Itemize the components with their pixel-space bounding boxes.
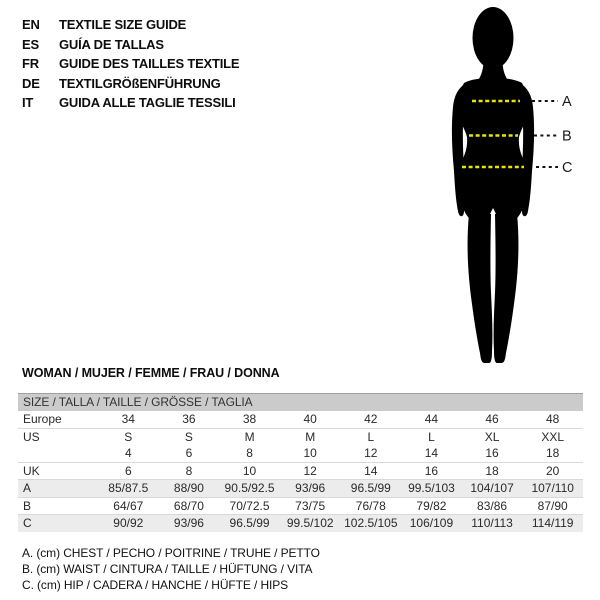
cell: 20 xyxy=(546,463,560,478)
language-title-block xyxy=(22,15,239,113)
table-row-uk xyxy=(18,462,583,480)
cell: 16 xyxy=(485,446,499,460)
cell: 85/87.5 xyxy=(108,481,149,495)
title-text-it: GUIDA ALLE TAGLIE TESSILI xyxy=(59,95,236,110)
woman-silhouette-svg xyxy=(420,0,590,375)
cell: 64/67 xyxy=(113,498,144,513)
table-row-waist-b xyxy=(18,497,583,515)
section-title-woman: WOMAN / MUJER / FEMME / FRAU / DONNA xyxy=(22,366,280,380)
cell: L xyxy=(367,429,375,444)
title-row-fr xyxy=(22,54,239,74)
cell: L xyxy=(428,429,435,444)
cell: 79/82 xyxy=(416,498,447,513)
lang-code-fr: FR xyxy=(22,56,39,71)
cell: 114/119 xyxy=(531,516,574,530)
cell: 110/113 xyxy=(471,516,513,530)
measurement-legend xyxy=(22,546,320,593)
size-table xyxy=(18,393,583,532)
cell: 34 xyxy=(121,412,135,426)
cell: 83/86 xyxy=(477,498,508,513)
row-label: B xyxy=(23,498,32,513)
cell: 99.5/102 xyxy=(286,516,334,530)
cell: S xyxy=(184,429,193,444)
lang-code-it: IT xyxy=(22,95,34,110)
row-label: A xyxy=(23,481,32,495)
cell: 102.5/105 xyxy=(344,516,398,530)
legend-waist: B. (cm) WAIST / CINTURA / TAILLE / HÜFTUNG / VITA xyxy=(22,561,313,576)
cell: 76/78 xyxy=(355,498,386,513)
cell: 6 xyxy=(185,446,193,460)
legend-hip: C. (cm) HIP / CADERA / HANCHE / HÜFTE / HIPS xyxy=(22,577,289,592)
cell: 46 xyxy=(485,412,499,426)
table-row-europe xyxy=(18,411,583,428)
cell: 40 xyxy=(303,412,317,426)
cell: 93/96 xyxy=(295,481,326,495)
title-row-es xyxy=(22,35,239,55)
cell: 106/109 xyxy=(409,516,454,530)
cell: 12 xyxy=(303,463,317,478)
cell: 8 xyxy=(246,446,253,460)
cell: 4 xyxy=(124,446,132,460)
cell: 14 xyxy=(364,463,378,478)
label-a: A xyxy=(562,94,572,110)
cell: 93/96 xyxy=(173,516,204,530)
cell: 73/75 xyxy=(295,498,326,513)
cell: 12 xyxy=(364,446,378,460)
woman-silhouette xyxy=(452,7,534,363)
cell: 38 xyxy=(242,412,257,426)
cell: 88/90 xyxy=(173,481,204,495)
cell: 70/72.5 xyxy=(229,498,270,513)
size-table-header: SIZE / TALLA / TAILLE / GRÖSSE / TAGLIA xyxy=(18,393,583,411)
row-label: UK xyxy=(23,463,40,478)
title-row-en xyxy=(22,15,239,35)
label-b: B xyxy=(562,128,572,145)
lang-code-en: EN xyxy=(22,17,40,32)
cell: 68/70 xyxy=(173,498,204,513)
cell: 18 xyxy=(546,446,560,460)
cell: 48 xyxy=(546,412,560,426)
row-label: US xyxy=(23,429,40,444)
cell: M xyxy=(244,429,255,444)
cell: M xyxy=(305,429,316,444)
cell: 44 xyxy=(424,412,439,426)
cell: XL xyxy=(484,429,500,444)
cell: 36 xyxy=(182,412,196,426)
lang-code-de: DE xyxy=(22,75,40,91)
title-text-fr: GUIDE DES TAILLES TEXTILE xyxy=(59,56,240,71)
row-label: C xyxy=(23,516,32,530)
cell: 96.5/99 xyxy=(229,516,270,530)
cell: 96.5/99 xyxy=(350,481,391,495)
title-text-en: TEXTILE SIZE GUIDE xyxy=(59,17,187,32)
cell: S xyxy=(124,429,133,444)
cell: 107/110 xyxy=(531,481,574,495)
title-text-es: GUÍA DE TALLAS xyxy=(59,36,164,52)
cell: XXL xyxy=(541,429,565,444)
cell: 87/90 xyxy=(537,498,568,513)
lang-code-es: ES xyxy=(22,36,39,52)
cell: 8 xyxy=(185,463,193,478)
title-row-de xyxy=(22,74,239,94)
cell: 18 xyxy=(485,463,499,478)
cell: 90.5/92.5 xyxy=(224,481,275,495)
row-label: Europe xyxy=(23,412,62,426)
cell: 99.5/103 xyxy=(408,481,455,495)
cell: 90/92 xyxy=(113,516,144,530)
cell: 6 xyxy=(124,463,132,478)
cell: 104/107 xyxy=(470,481,514,495)
table-row-hip-c xyxy=(18,514,583,532)
legend-chest: A. (cm) CHEST / PECHO / POITRINE / TRUHE / PETTO xyxy=(22,546,320,560)
table-row-us xyxy=(18,428,583,446)
table-row-chest-a xyxy=(18,479,583,497)
cell: 42 xyxy=(364,412,378,426)
table-row-us-numeric xyxy=(18,445,583,462)
title-text-de: TEXTILGRÖßENFÜHRUNG xyxy=(59,75,221,91)
cell: 16 xyxy=(424,463,439,478)
cell: 10 xyxy=(303,446,317,460)
label-c: C xyxy=(562,160,573,176)
measurement-figure xyxy=(420,0,590,375)
cell: 10 xyxy=(242,463,257,478)
title-row-it xyxy=(22,93,239,113)
cell: 14 xyxy=(424,446,439,460)
